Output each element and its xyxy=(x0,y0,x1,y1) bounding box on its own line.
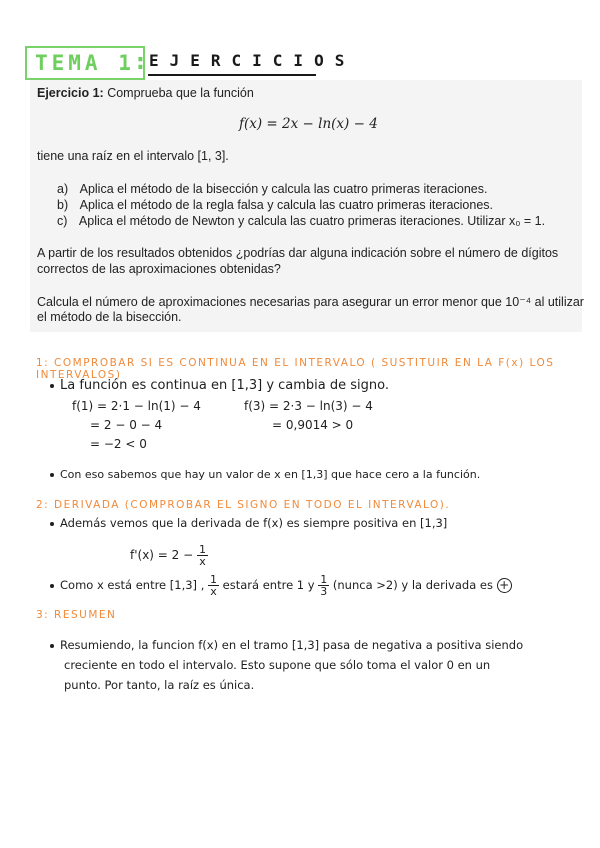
section-1-bullet-text: La función es continua en [1,3] y cambia de signo. xyxy=(60,378,390,393)
exercise-formula: f(x) = 2x − ln(x) − 4 xyxy=(239,116,378,132)
exercise-item-b xyxy=(57,198,493,212)
bullet-dot xyxy=(50,584,54,588)
fraction-1-over-x xyxy=(208,574,219,597)
section-2-bullet-2 xyxy=(50,574,512,597)
item-marker: a) xyxy=(57,182,69,196)
section-2-bullet-2-part-c: (nunca >2) y la derivada es xyxy=(332,578,493,592)
section-3-line-3: punto. Por tanto, la raíz es única. xyxy=(64,678,255,692)
section-1-bullet-2-text: Con eso sabemos que hay un valor de x en [1,3] que hace cero a la función. xyxy=(60,468,481,481)
fraction-1-over-3 xyxy=(318,574,329,597)
derivative-denominator: x xyxy=(199,555,206,568)
exercise-intro-text: Comprueba que la función xyxy=(107,86,254,100)
exercise-item-a xyxy=(57,182,487,196)
f1-line-2: = 2 − 0 − 4 xyxy=(90,418,163,432)
exercise-question-line-2: correctos de las aproximaciones obtenidas? xyxy=(37,262,281,276)
f3-line-2: = 0,9014 > 0 xyxy=(272,418,354,432)
bullet-dot xyxy=(50,644,54,648)
section-1-bullet xyxy=(50,378,389,393)
derivative-expression xyxy=(130,544,208,567)
derivative-numerator: 1 xyxy=(199,543,207,556)
exercise-calc-line-1: Calcula el número de aproximaciones necesarias para asegurar un error menor que 10⁻⁴ al utilizar xyxy=(37,295,584,309)
item-text: Aplica el método de la regla falsa y calcula las cuatro primeras iteraciones. xyxy=(79,198,494,212)
bullet-dot xyxy=(50,473,54,477)
fraction-denominator: 3 xyxy=(320,585,328,598)
section-2-bullet-text: Además vemos que la derivada de f(x) es siempre positiva en [1,3] xyxy=(60,516,448,530)
fraction-denominator: x xyxy=(210,585,217,598)
derivative-fraction xyxy=(197,544,208,567)
f1-line-1: f(1) = 2·1 − ln(1) − 4 xyxy=(72,399,201,413)
tema-box xyxy=(25,46,145,80)
bullet-dot xyxy=(50,384,54,388)
fraction-numerator: 1 xyxy=(210,573,218,586)
section-2-heading: 2: DERIVADA (COMPROBAR EL SIGNO EN TODO EL INTERVALO). xyxy=(36,499,451,511)
section-1-bullet-2 xyxy=(50,468,480,481)
section-2-bullet-2-part-b: estará entre 1 y xyxy=(222,578,315,592)
section-1-heading: 1: COMPROBAR SI ES CONTINUA EN EL INTERVALO ( SUSTITUIR EN LA F(x) LOS INTERVALOS) xyxy=(36,357,555,381)
item-text: Aplica el método de Newton y calcula las cuatro primeras iteraciones. Utilizar x₀ = 1. xyxy=(78,214,546,228)
section-3-line-1-text: Resumiendo, la funcion f(x) en el tramo [1,3] pasa de negativa a positiva siendo xyxy=(60,638,524,652)
f3-line-1: f(3) = 2·3 − ln(3) − 4 xyxy=(244,399,373,413)
exercise-calc-line-2: el método de la bisección. xyxy=(37,310,182,324)
page-title: EJERCICIOS xyxy=(149,51,356,70)
header-colon: : xyxy=(136,50,145,75)
derivative-lhs: f'(x) = 2 − xyxy=(130,548,194,562)
exercise-item-c xyxy=(57,214,545,228)
item-marker: c) xyxy=(57,214,68,228)
tema-label: TEMA 1 xyxy=(35,51,135,75)
item-text: Aplica el método de la bisección y calcula las cuatro primeras iteraciones. xyxy=(79,182,488,196)
fraction-numerator: 1 xyxy=(320,573,328,586)
section-3-heading: 3: RESUMEN xyxy=(36,609,117,621)
title-underline xyxy=(148,74,316,76)
bullet-dot xyxy=(50,522,54,526)
section-3-line-1 xyxy=(50,638,523,652)
exercise-question-line-1: A partir de los resultados obtenidos ¿podrías dar alguna indicación sobre el número de dígitos xyxy=(37,246,559,260)
exercise-label: Ejercicio 1: xyxy=(37,86,104,100)
section-3-line-2: creciente en todo el intervalo. Esto supone que sólo toma el valor 0 en un xyxy=(64,658,491,672)
section-2-bullet-2-part-a: Como x está entre [1,3] , xyxy=(60,578,205,592)
plus-circle-icon: + xyxy=(497,578,512,593)
item-marker: b) xyxy=(57,198,69,212)
f1-line-3: = −2 < 0 xyxy=(90,437,147,451)
exercise-root-text: tiene una raíz en el intervalo [1, 3]. xyxy=(37,149,229,163)
exercise-intro xyxy=(37,86,254,100)
section-2-bullet xyxy=(50,516,447,530)
